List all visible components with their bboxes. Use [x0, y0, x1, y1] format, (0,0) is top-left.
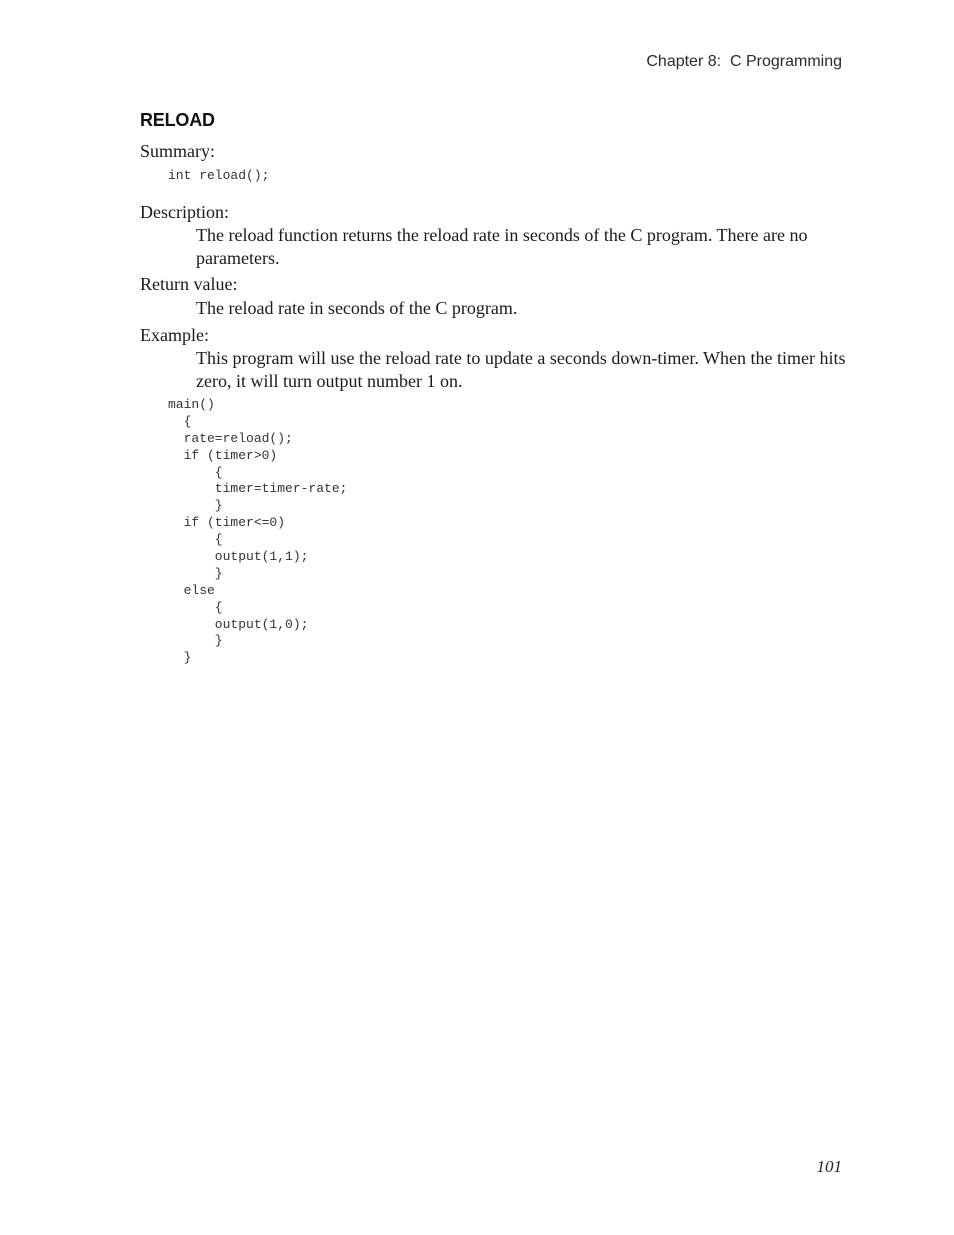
example-label: Example:	[140, 325, 209, 345]
code-line: }	[168, 633, 223, 649]
code-line: timer=timer-rate;	[168, 481, 348, 497]
code-line: {	[168, 599, 223, 615]
page-number: 101	[816, 1157, 842, 1176]
code-line: }	[168, 498, 223, 514]
code-line: if (timer>0)	[168, 447, 278, 463]
code-line: output(1,1);	[168, 549, 309, 565]
example-text: This program will use the reload rate to update a seconds down-timer. When the timer hits zero, it will turn output number 1 on.	[196, 348, 846, 391]
code-line: {	[168, 413, 192, 429]
code-line: if (timer<=0)	[168, 515, 286, 531]
chapter-header: Chapter 8: C Programming	[646, 53, 842, 70]
code-line: output(1,0);	[168, 616, 309, 632]
code-line: }	[168, 650, 192, 666]
code-line: rate=reload();	[168, 430, 293, 446]
summary-label: Summary:	[140, 141, 215, 161]
code-line: main()	[168, 397, 215, 412]
code-line: {	[168, 532, 223, 548]
return-value-text: The reload rate in seconds of the C program.	[196, 298, 518, 318]
return-value-label: Return value:	[140, 274, 238, 294]
code-line: else	[168, 582, 215, 598]
description-label: Description:	[140, 202, 229, 222]
code-line: {	[168, 464, 223, 480]
code-line: }	[168, 565, 223, 581]
example-code-block	[168, 397, 347, 667]
section-title: RELOAD	[140, 110, 215, 130]
description-text: The reload function returns the reload rate in seconds of the C program. There are no parameters.	[196, 225, 808, 268]
summary-code: int reload();	[168, 168, 270, 183]
